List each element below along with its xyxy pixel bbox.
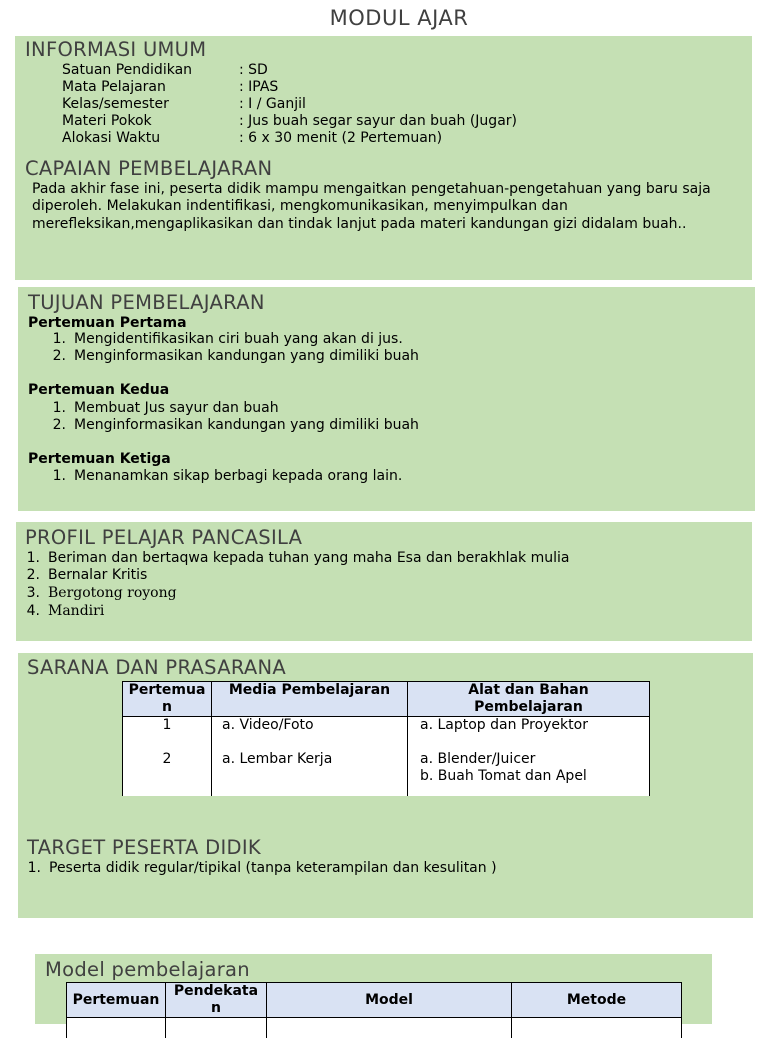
model-heading: Model pembelajaran [45,958,250,981]
list-item: 1. Mengidentifikasikan ciri buah yang akan di jus. [42,331,403,347]
tujuan-heading: TUJUAN PEMBELAJARAN [28,291,265,314]
cell-alat: a. Blender/Juicer b. Buah Tomat dan Apel [408,751,650,796]
informasi-heading: INFORMASI UMUM [25,38,206,61]
sarana-table [122,681,650,796]
table-header-row [67,983,682,1018]
target-heading: TARGET PESERTA DIDIK [27,836,261,859]
capaian-text: Pada akhir fase ini, peserta didik mampu mengaitkan pengetahuan-pengetahuan yang baru saja diperoleh. Melakukan indentifikasi, mengkomunikasikan, menyimpulkan dan merefleksikan,mengaplikasikan dan tindak lanjut pada materi kandungan gizi didalam buah.. [32,181,722,233]
info-row: Alokasi Waktu : 6 x 30 menit (2 Pertemuan) [62,130,442,147]
cell-alat: a. Laptop dan Proyektor [408,717,650,752]
page-title: MODUL AJAR [0,6,768,30]
col-alat: Alat dan Bahan Pembelajaran [408,682,650,717]
info-row: Satuan Pendidikan : SD [62,62,268,79]
list-item: 2. Bernalar Kritis [16,567,147,583]
list-item: 4. Mandiri [16,603,104,619]
col-media: Media Pembelajaran [212,682,408,717]
info-row: Mata Pelajaran : IPAS [62,79,278,96]
list-item: 1. Menanamkan sikap berbagi kepada orang lain. [42,468,402,484]
pertemuan-kedua-title: Pertemuan Kedua [28,382,169,398]
col-pertemuan: Pertemuan [123,682,212,717]
cell-media: a. Video/Foto [212,717,408,752]
cell-pertemuan: 1 [123,717,212,752]
table-row [123,717,650,752]
table-row [67,1018,682,1038]
info-row: Kelas/semester : I / Ganjil [62,96,306,113]
info-row: Materi Pokok : Jus buah segar sayur dan buah (Jugar) [62,113,517,130]
col-pertemuan: Pertemuan [67,983,166,1018]
table-row [123,751,650,796]
pertemuan-pertama-title: Pertemuan Pertama [28,315,187,331]
col-model: Model [267,983,512,1018]
sarana-heading: SARANA DAN PRASARANA [27,656,286,679]
pertemuan-ketiga-title: Pertemuan Ketiga [28,451,171,467]
cell-pertemuan: 2 [123,751,212,796]
table-header-row [123,682,650,717]
list-item: 2. Menginformasikan kandungan yang dimiliki buah [42,348,419,364]
cell-media: a. Lembar Kerja [212,751,408,796]
profil-heading: PROFIL PELAJAR PANCASILA [25,526,302,549]
list-item: 1. Membuat Jus sayur dan buah [42,400,279,416]
list-item: 3. Bergotong royong [16,585,177,601]
model-table [66,982,682,1038]
list-item: 2. Menginformasikan kandungan yang dimiliki buah [42,417,419,433]
capaian-heading: CAPAIAN PEMBELAJARAN [25,157,272,180]
list-item: 1. Beriman dan bertaqwa kepada tuhan yang maha Esa dan berakhlak mulia [16,550,570,566]
list-item: 1. Peserta didik regular/tipikal (tanpa keterampilan dan kesulitan ) [17,860,497,876]
col-pendekatan: Pendekatan [166,983,267,1018]
col-metode: Metode [512,983,682,1018]
